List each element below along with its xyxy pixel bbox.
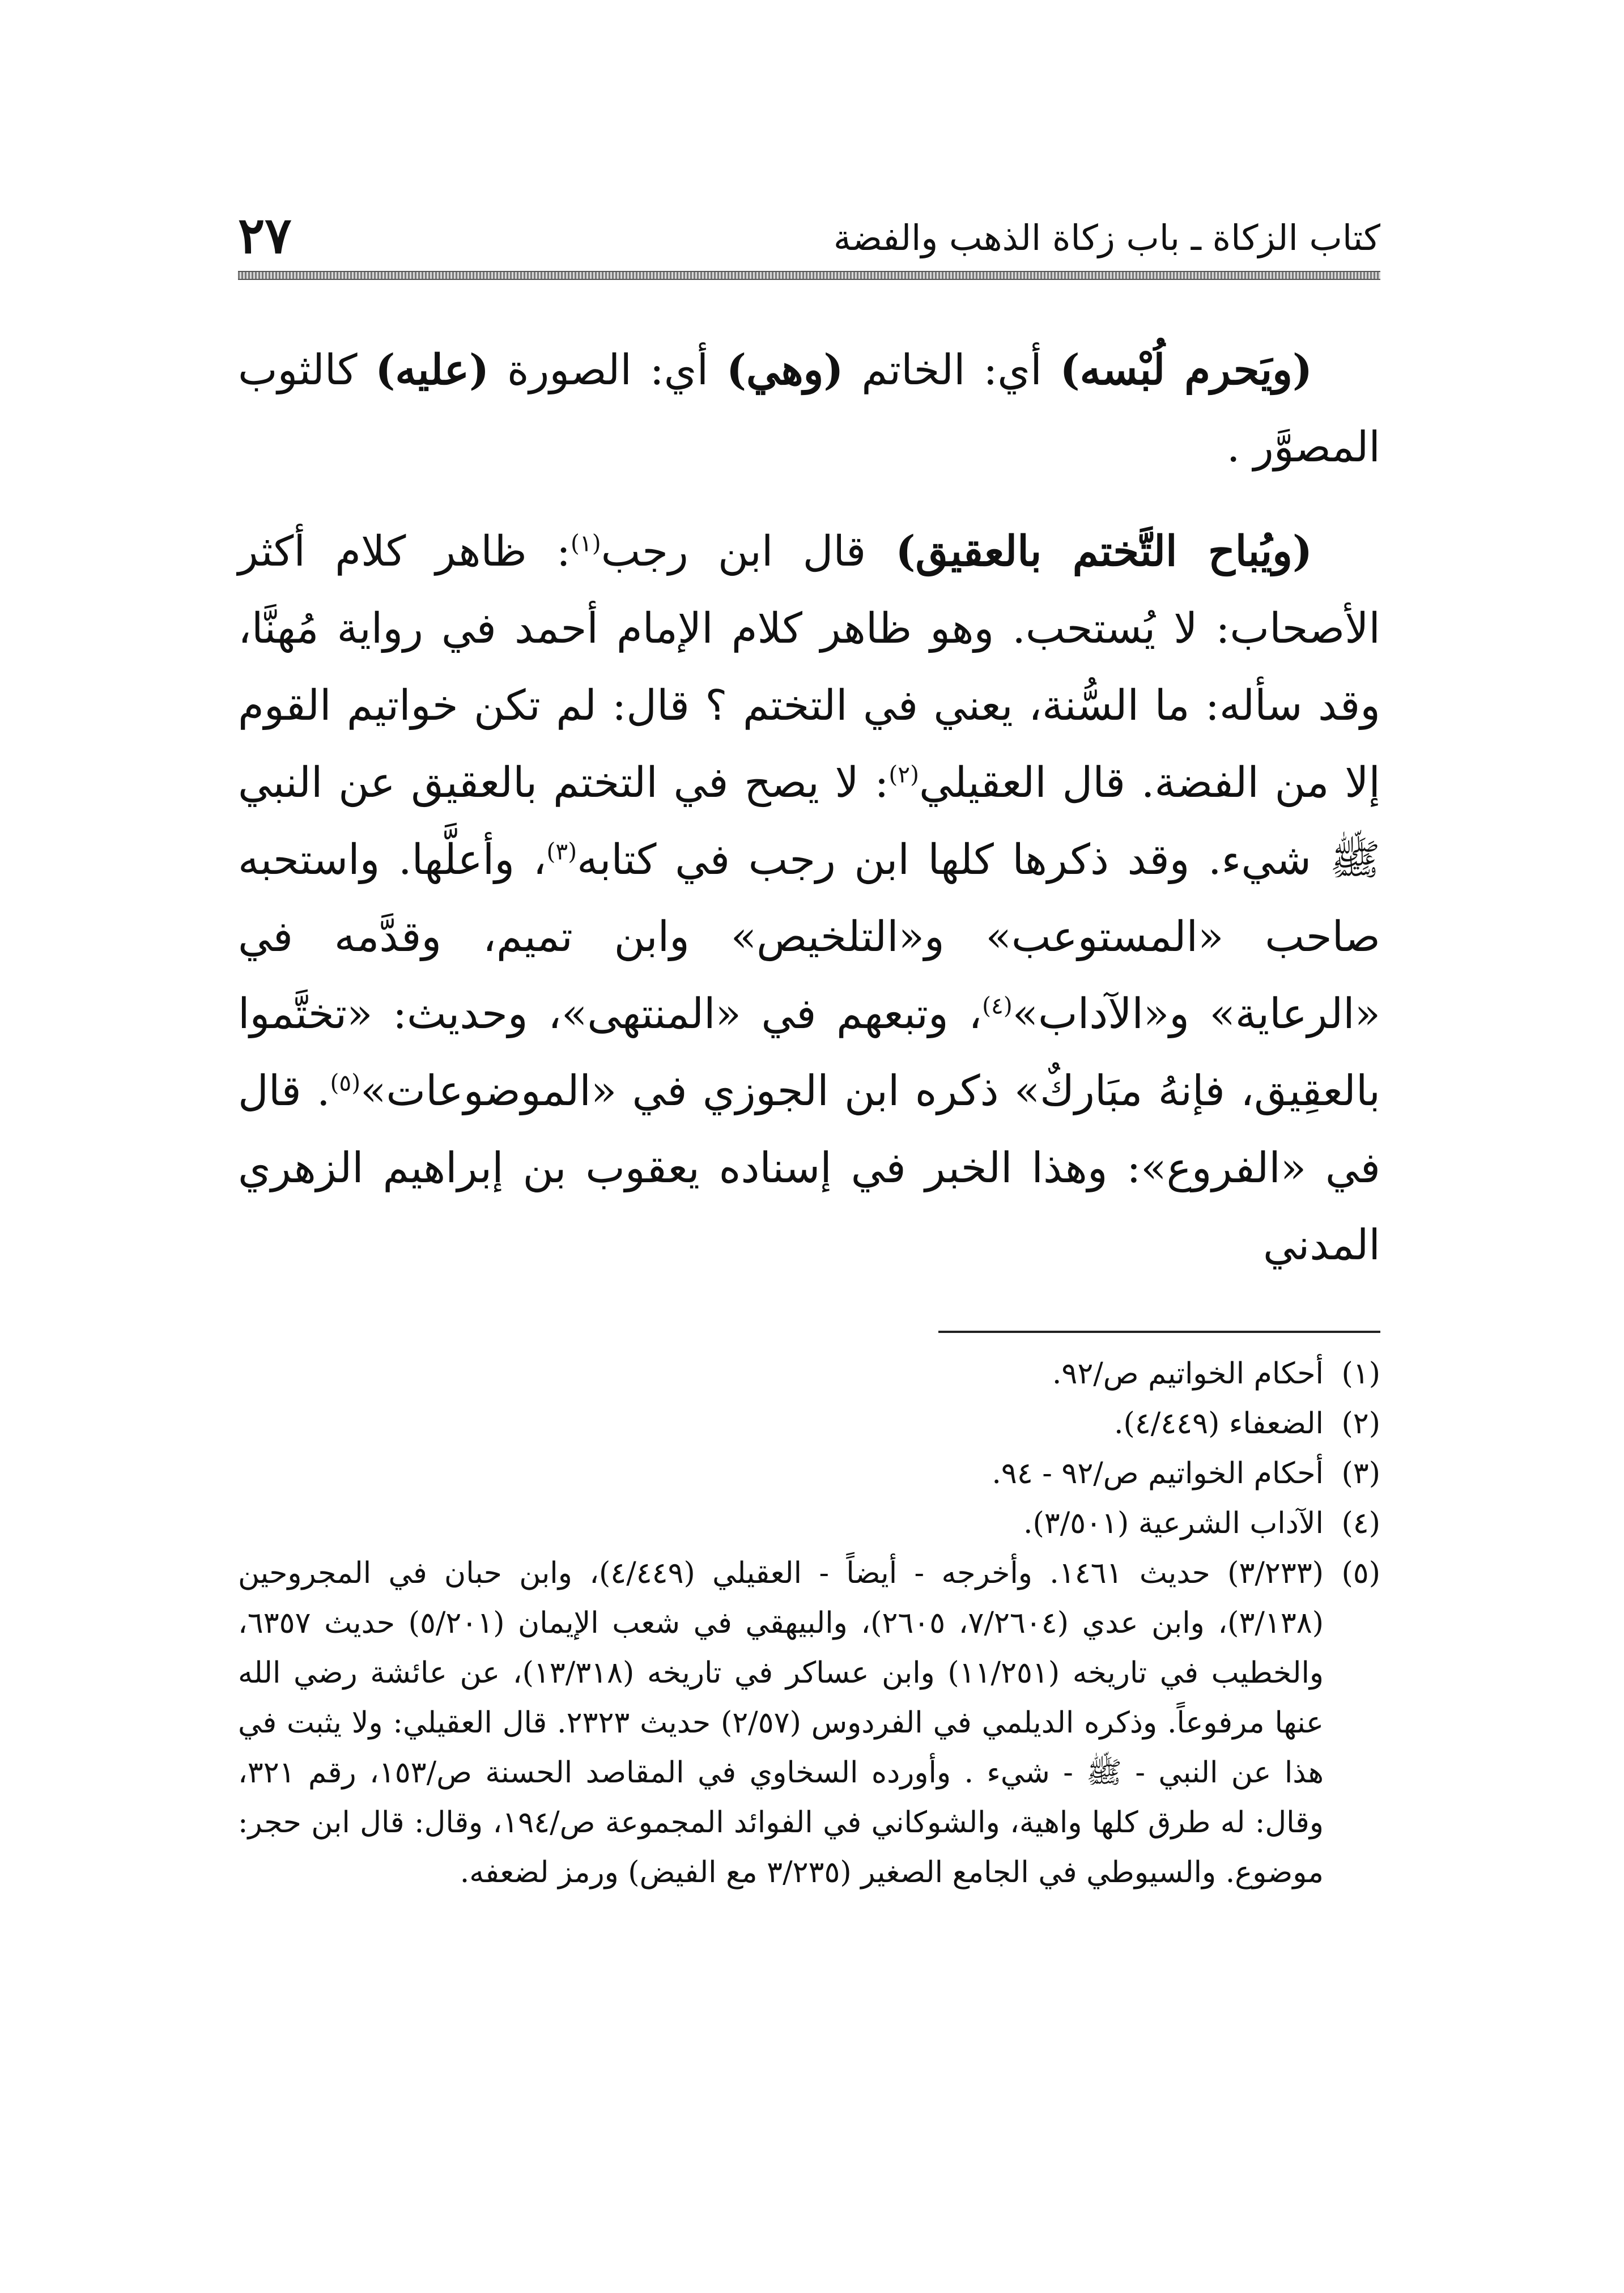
footnote-4	[238, 1498, 1380, 1548]
footnote-text: الآداب الشرعية (٣/٥٠١).	[1023, 1506, 1324, 1540]
footnote-5	[238, 1548, 1380, 1897]
main-text	[238, 332, 1380, 1311]
bold-phrase: (عليه)	[375, 346, 490, 394]
paragraph-1	[238, 332, 1380, 486]
text-run: ، وأعلَّها. واستحبه صاحب «المستوعب» و«التلخيص» وابن تميم، وقدَّمه في «الرعاية» و«الآداب»	[238, 835, 1380, 1038]
header-divider	[238, 271, 1380, 280]
bold-phrase: (وهي)	[726, 346, 844, 394]
footnote-number: (٢)	[1341, 1407, 1380, 1441]
footnote-number: (٥)	[1341, 1556, 1380, 1590]
text-run: ، وتبعهم في «المنتهى»، وحديث: «تختَّموا بالعقِيق، فإنهُ مبَاركٌ» ذكره ابن الجوزي في «الموضوعات»	[238, 990, 1380, 1115]
text-run: قال ابن رجب	[601, 527, 896, 576]
footnote-divider	[938, 1331, 1380, 1333]
footnote-ref-5: (٥)	[330, 1069, 361, 1097]
footnote-text: أحكام الخواتيم ص/٩٢.	[1052, 1357, 1324, 1391]
footnote-2	[238, 1399, 1380, 1449]
text-run: أي: الصورة	[489, 346, 726, 394]
bold-phrase: ويَحرم لُبْسه	[1079, 346, 1293, 394]
paragraph-2	[238, 513, 1380, 1284]
bold-phrase: )	[1060, 346, 1080, 394]
footnote-ref-2: (٢)	[888, 761, 920, 788]
text-run: : ظاهر كلام أكثر الأصحاب: لا يُستحب. وهو ظاهر كلام الإمام أحمد في رواية مُهنَّا، وقد سأله: ما السُّنة، يعني في التختم ؟ قال: لم تكن خواتيم القوم إلا من الفضة. قال العقيلي	[238, 527, 1380, 807]
footnote-ref-3: (٣)	[546, 838, 577, 865]
page-header	[238, 204, 1380, 266]
footnotes	[238, 1349, 1380, 1897]
text-run: أي: الخاتم	[843, 346, 1060, 394]
page-number: ٢٧	[238, 206, 292, 265]
footnote-number: (١)	[1341, 1357, 1380, 1391]
footnote-1	[238, 1349, 1380, 1399]
footnote-number: (٣)	[1341, 1457, 1380, 1491]
bold-phrase: (	[1292, 346, 1312, 394]
bold-phrase: (ويُباح التَّختم بالعقيق)	[895, 527, 1313, 576]
footnote-ref-1: (١)	[570, 529, 601, 557]
footnote-text: الضعفاء (٤/٤٤٩).	[1114, 1407, 1324, 1441]
footnote-text: (٣/٢٣٣) حديث ١٤٦١. وأخرجه - أيضاً - العقيلي (٤/٤٤٩)، وابن حبان في المجروحين (٣/١٣٨)، وابن عدي (٧/٢٦٠٤، ٢٦٠٥)، والبيهقي في شعب الإيمان (٥/٢٠١) حديث ٦٣٥٧، والخطيب في تاريخه (١١/٢٥١) وابن عساكر في تاريخه (١٣/٣١٨)، عن عائشة رضي الله عنها مرفوعاً. وذكره الديلمي في الفردوس (٢/٥٧) حديث ٢٣٢٣. قال العقيلي: ولا يثبت في هذا عن النبي - ﷺ - شيء . وأورده السخاوي في المقاصد الحسنة ص/١٥٣، رقم ٣٢١، وقال: له طرق كلها واهية، والشوكاني في الفوائد المجموعة ص/١٩٤، وقال: قال ابن حجر: موضوع. والسيوطي في الجامع الصغير (٣/٢٣٥ مع الفيض) ورمز لضعفه.	[238, 1556, 1324, 1889]
footnote-ref-4: (٤)	[982, 992, 1013, 1020]
footnote-number: (٤)	[1341, 1506, 1380, 1540]
text-run: كالثوب المصوَّر .	[238, 346, 1380, 472]
text-run: : لا يصح في التختم بالعقيق عن النبي ﷺ شيء. وقد ذكرها كلها ابن رجب في كتابه	[238, 758, 1380, 884]
running-title: كتاب الزكاة ـ باب زكاة الذهب والفضة	[833, 217, 1380, 258]
footnote-text: أحكام الخواتيم ص/٩٢ - ٩٤.	[992, 1457, 1324, 1491]
text-run: . قال في «الفروع»: وهذا الخبر في إسناده يعقوب بن إبراهيم الزهري المدني	[238, 1067, 1380, 1269]
footnote-3	[238, 1449, 1380, 1498]
